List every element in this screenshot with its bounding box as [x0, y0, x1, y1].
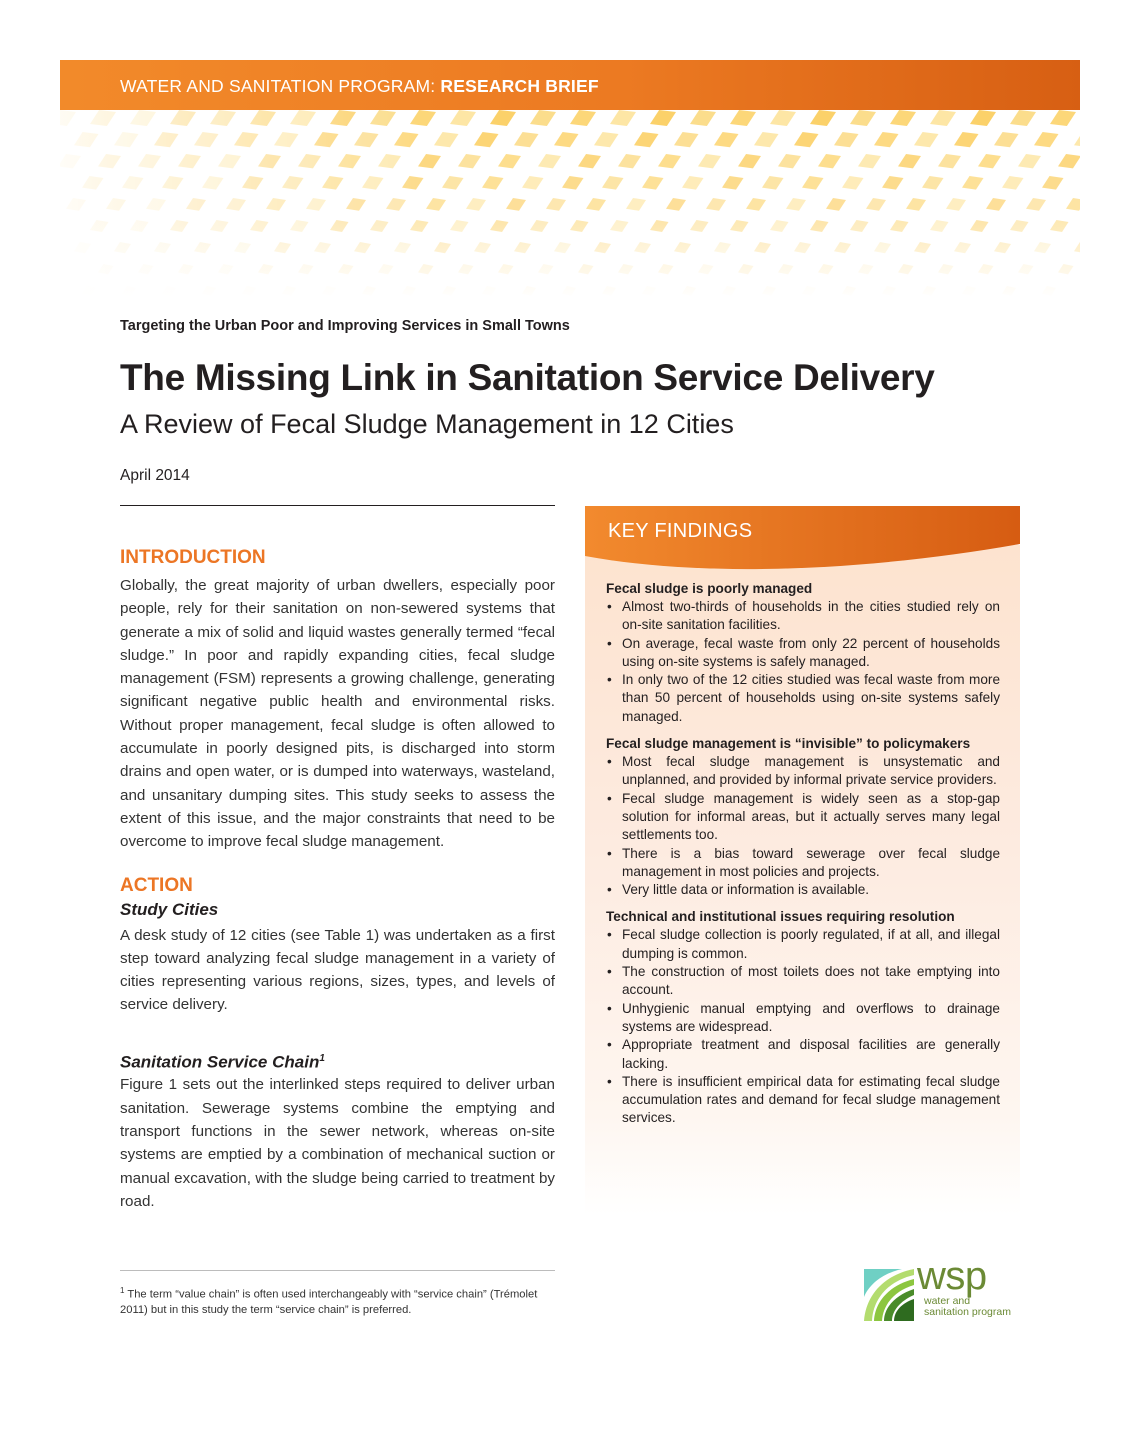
footnote-text: The term “value chain” is often used interchangeably with “service chain” (Trémolet 2011) but in this study the term “service chain” is preferred.: [120, 1288, 538, 1316]
footnote-ref: 1: [319, 1052, 325, 1064]
service-chain-heading: [120, 1047, 555, 1074]
finding-item: • Appropriate treatment and disposal facilities are generally lacking.: [606, 1036, 1000, 1073]
wave-fade-bottom: [60, 110, 1080, 300]
header-title: [120, 76, 599, 97]
study-cities-text: A desk study of 12 cities (see Table 1) was undertaken as a first step toward analyzing fecal sludge management in a variety of cities representing various regions, sizes, types, and levels of service delivery.: [120, 926, 555, 1014]
service-chain-heading-text: Sanitation Service Chain: [120, 1052, 320, 1072]
finding-item: • Almost two-thirds of households in the cities studied rely on on-site sanitation facilities.: [606, 598, 1000, 635]
wsp-logo-line2: sanitation program: [924, 1306, 1011, 1318]
decorative-wave-pattern: [60, 110, 1080, 300]
wsp-logo-word: wsp: [917, 1254, 987, 1298]
findings-group-list: [606, 926, 1000, 1127]
service-chain-text: Figure 1 sets out the interlinked steps required to deliver urban sanitation. Sewerage systems combine the emptying and transport functions in the sewer network, whereas on-site systems are emptied by a combination of mechanical suction or manual excavation, with the sludge being carried to treatment by road.: [120, 1076, 555, 1210]
footnote-divider: [120, 1270, 555, 1271]
action-heading: ACTION: [120, 874, 193, 896]
finding-item: • The construction of most toilets does not take emptying into account.: [606, 963, 1000, 1000]
findings-group-list: [606, 598, 1000, 726]
wsp-logo-mark: [862, 1265, 914, 1321]
footnote-marker: 1: [120, 1286, 125, 1295]
introduction-text: Globally, the great majority of urban dwellers, especially poor people, rely for their sanitation on non-sewered systems that generate a mix of solid and liquid wastes generally termed “fecal sludge.” In poor and rapidly expanding cities, fecal sludge management (FSM) represents a growing challenge, generating significant negative public health and environmental risks. Without proper management, fecal sludge is often allowed to accumulate in poorly designed pits, is discharged into storm drains and open water, or is dumped into waterways, wasteland, and unsanitary dumping sites. This study seeks to assess the extent of this issue, and the major constraints that need to be overcome to improve fecal sludge management.: [120, 577, 555, 851]
publication-date: April 2014: [120, 467, 190, 484]
finding-item: • Very little data or information is available.: [606, 881, 1000, 899]
wsp-logo-subtitle: [924, 1296, 1011, 1318]
finding-item: • Unhygienic manual emptying and overflows to drainage systems are widespread.: [606, 1000, 1000, 1037]
title-divider: [120, 505, 555, 506]
series-title: Targeting the Urban Poor and Improving Services in Small Towns: [120, 318, 570, 334]
program-name: WATER AND SANITATION PROGRAM:: [120, 76, 436, 96]
header-banner: [60, 60, 1080, 110]
finding-item: • In only two of the 12 cities studied was fecal waste from more than 50 percent of households using on-site systems safely managed.: [606, 671, 1000, 726]
brief-label: RESEARCH BRIEF: [440, 76, 599, 96]
main-column: [120, 546, 555, 1213]
page-title: The Missing Link in Sanitation Service Delivery: [120, 357, 935, 398]
findings-group-heading: Technical and institutional issues requiring resolution: [606, 909, 955, 925]
wsp-logo-line1: water and: [924, 1295, 971, 1307]
finding-item: • There is a bias toward sewerage over fecal sludge management in most policies and projects.: [606, 845, 1000, 882]
key-findings-list: [606, 580, 1000, 1137]
introduction-heading: INTRODUCTION: [120, 547, 266, 568]
finding-item: • Fecal sludge management is widely seen as a stop-gap solution for informal areas, but it actually serves many legal settlements too.: [606, 790, 1000, 845]
findings-group-list: [606, 753, 1000, 899]
finding-item: • Fecal sludge collection is poorly regulated, if at all, and illegal dumping is common.: [606, 926, 1000, 963]
finding-item: • There is insufficient empirical data for estimating fecal sludge accumulation rates and demand for fecal sludge management services.: [606, 1073, 1000, 1128]
page-subtitle: A Review of Fecal Sludge Management in 12 Cities: [120, 409, 734, 439]
finding-item: • On average, fecal waste from only 22 percent of households using on-site systems is safely managed.: [606, 635, 1000, 672]
key-findings-header-band: [585, 506, 1020, 586]
footnote: [120, 1283, 560, 1318]
wsp-logo: [862, 1254, 1027, 1323]
key-findings-title: KEY FINDINGS: [608, 520, 753, 542]
findings-group-heading: Fecal sludge is poorly managed: [606, 581, 813, 596]
findings-group-heading: Fecal sludge management is “invisible” to policymakers: [606, 736, 971, 752]
finding-item: • Most fecal sludge management is unsystematic and unplanned, and provided by informal private service providers.: [606, 753, 1000, 790]
study-cities-heading: Study Cities: [120, 899, 219, 919]
